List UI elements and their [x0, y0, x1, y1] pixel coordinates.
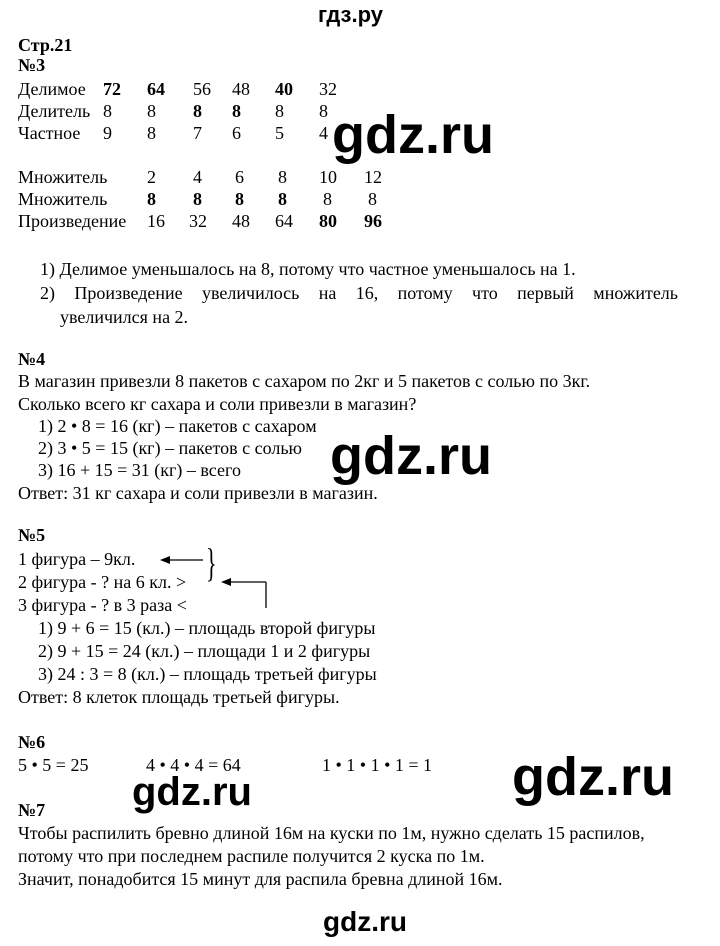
task3-number: №3 [18, 55, 46, 75]
task4-step: 2) 3 • 5 = 15 (кг) – пакетов с солью [38, 438, 302, 458]
task5-step: 2) 9 + 15 = 24 (кл.) – площади 1 и 2 фигуры [38, 641, 371, 661]
table-cell: 2 [147, 167, 156, 187]
task4-line: В магазин привезли 8 пакетов с сахаром по 2кг и 5 пакетов с солью по 3кг. [18, 371, 591, 391]
table-cell: 8 [368, 189, 377, 209]
task5-step: 1) 9 + 6 = 15 (кл.) – площадь второй фигуры [38, 618, 376, 638]
table-cell: 7 [193, 123, 202, 143]
table-cell: 8 [193, 189, 202, 209]
page-ref: Стр.21 [18, 35, 73, 55]
table-cell: 8 [193, 101, 202, 121]
table-cell: 10 [319, 167, 337, 187]
task6-expr: 5 • 5 = 25 [18, 755, 89, 775]
table-cell: 8 [235, 189, 244, 209]
task3-note: 1) Делимое уменьшалось на 8, потому что частное уменьшалось на 1. [40, 259, 576, 279]
table-cell: 8 [103, 101, 112, 121]
table-cell: 8 [147, 123, 156, 143]
table-cell: 8 [147, 189, 156, 209]
table-cell: 8 [278, 167, 287, 187]
table-cell: 72 [103, 79, 121, 99]
watermark: gdz.ru [323, 906, 407, 937]
arrow-head-icon [160, 556, 170, 564]
table-cell: 8 [275, 101, 284, 121]
task6-expr: 1 • 1 • 1 • 1 = 1 [322, 755, 433, 775]
task5-answer: Ответ: 8 клеток площадь третьей фигуры. [18, 687, 340, 707]
task3-note: 2) Произведение увеличилось на 16, потому что первый множитель [40, 283, 678, 303]
task4-step: 3) 16 + 15 = 31 (кг) – всего [38, 460, 241, 480]
table-cell: 48 [232, 211, 250, 231]
task3-note: увеличился на 2. [60, 307, 189, 327]
task5-condition: 2 фигура - ? на 6 кл. > [18, 572, 187, 592]
table-cell: 16 [147, 211, 165, 231]
task6-number: №6 [18, 732, 46, 752]
table-cell: 4 [319, 123, 328, 143]
table-cell: 8 [323, 189, 332, 209]
watermark: gdz.ru [132, 770, 252, 814]
row-label: Делимое [18, 79, 86, 99]
table-cell: 40 [275, 79, 293, 99]
table-cell: 64 [147, 79, 165, 99]
table-cell: 12 [364, 167, 382, 187]
watermark: gdz.ru [330, 426, 492, 486]
task5-number: №5 [18, 525, 46, 545]
task4-line: Сколько всего кг сахара и соли привезли в магазин? [18, 394, 417, 414]
table-cell: 4 [193, 167, 202, 187]
table-cell: 6 [232, 123, 241, 143]
row-label: Множитель [18, 167, 108, 187]
table-cell: 96 [364, 211, 382, 231]
task5-brace: } [206, 540, 217, 585]
task7-line: Значит, понадобится 15 минут для распила бревна длиной 16м. [18, 869, 503, 889]
task5-condition: 1 фигура – 9кл. [18, 549, 136, 569]
table-cell: 8 [147, 101, 156, 121]
watermark: gdz.ru [332, 105, 494, 165]
task4-answer: Ответ: 31 кг сахара и соли привезли в магазин. [18, 483, 378, 503]
watermark: gdz.ru [512, 747, 674, 807]
table-cell: 64 [275, 211, 293, 231]
row-label: Частное [18, 123, 81, 143]
table-cell: 80 [319, 211, 337, 231]
task6-expr: 4 • 4 • 4 = 64 [146, 755, 241, 775]
table-cell: 8 [232, 101, 241, 121]
row-label: Множитель [18, 189, 108, 209]
task7-line: Чтобы распилить бревно длиной 16м на куски по 1м, нужно сделать 15 распилов, [18, 823, 645, 843]
table-cell: 8 [319, 101, 328, 121]
arrow-head-icon [221, 578, 231, 586]
task5-step: 3) 24 : 3 = 8 (кл.) – площадь третьей фигуры [38, 664, 377, 684]
task5-condition: 3 фигура - ? в 3 раза < [18, 595, 187, 615]
table-cell: 56 [193, 79, 211, 99]
table-cell: 32 [319, 79, 337, 99]
task7-number: №7 [18, 800, 46, 820]
table-cell: 5 [275, 123, 284, 143]
table-cell: 9 [103, 123, 112, 143]
row-label: Делитель [18, 101, 91, 121]
task4-step: 1) 2 • 8 = 16 (кг) – пакетов с сахаром [38, 416, 317, 436]
table-cell: 6 [235, 167, 244, 187]
row-label: Произведение [18, 211, 127, 231]
table-cell: 8 [278, 189, 287, 209]
task4-number: №4 [18, 349, 46, 369]
site-header: гдз.ру [318, 2, 383, 27]
table-cell: 48 [232, 79, 250, 99]
table-cell: 32 [189, 211, 207, 231]
task7-line: потому что при последнем распиле получится 2 куска по 1м. [18, 846, 485, 866]
